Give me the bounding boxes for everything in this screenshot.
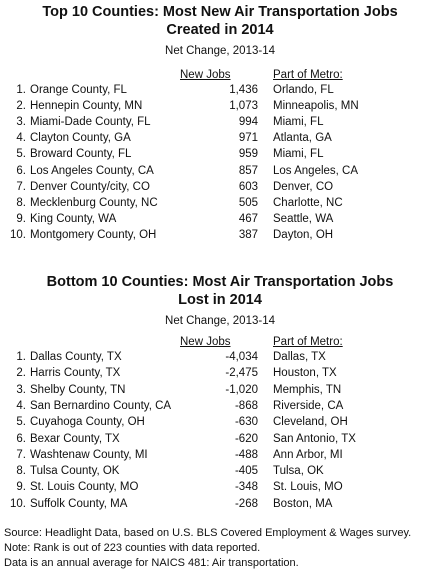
source-note: Source: Headlight Data, based on U.S. BLS Covered Employment & Wages survey.	[4, 527, 412, 539]
county-name: Mecklenburg County, NC	[30, 196, 158, 209]
metro-name: Miami, FL	[273, 148, 324, 161]
rank-number: 3.	[16, 383, 26, 396]
metro-name: Seattle, WA	[273, 212, 334, 225]
bottom-title-line2: Lost in 2014	[178, 292, 262, 308]
new-jobs-value: -268	[234, 497, 258, 510]
metro-name: Miami, FL	[273, 116, 324, 129]
rank-number: 7.	[16, 448, 26, 461]
new-jobs-value: 505	[238, 196, 258, 209]
table-row	[0, 212, 440, 227]
metro-name: Houston, TX	[273, 367, 337, 380]
metro-name: Boston, MA	[273, 497, 333, 510]
county-name: Orange County, FL	[30, 84, 127, 96]
rank-number: 2.	[16, 100, 26, 113]
rank-number: 8.	[16, 196, 26, 209]
rank-number: 2.	[16, 367, 26, 380]
new-jobs-value: -1,020	[225, 383, 258, 396]
rank-number: 9.	[16, 212, 26, 225]
top-subtitle: Net Change, 2013-14	[165, 45, 275, 57]
new-jobs-value: -405	[234, 465, 258, 478]
new-jobs-value: -4,034	[225, 351, 258, 363]
county-name: Montgomery County, OH	[30, 228, 157, 241]
bottom-title-line1: Bottom 10 Counties: Most Air Transportation Jobs	[46, 274, 394, 290]
rank-number: 6.	[16, 164, 26, 177]
table-row	[0, 350, 440, 365]
metro-name: St. Louis, MO	[273, 481, 343, 494]
county-name: Washtenaw County, MI	[30, 448, 148, 461]
table-row	[0, 115, 440, 130]
new-jobs-value: -868	[234, 399, 258, 412]
county-name: Denver County/city, CO	[30, 180, 150, 193]
top-title-line1: Top 10 Counties: Most New Air Transportation Jobs	[42, 4, 398, 20]
county-name: Dallas County, TX	[30, 351, 122, 363]
table-row	[0, 432, 440, 447]
new-jobs-value: -2,475	[225, 367, 258, 380]
county-name: Hennepin County, MN	[30, 100, 143, 113]
new-jobs-value: 603	[238, 180, 258, 193]
county-name: Tulsa County, OK	[30, 465, 120, 478]
top-col-metro: Part of Metro:	[273, 69, 343, 81]
new-jobs-value: -488	[234, 448, 258, 461]
metro-name: Charlotte, NC	[273, 196, 343, 209]
metro-name: Riverside, CA	[273, 399, 344, 412]
new-jobs-value: -630	[234, 416, 258, 429]
table-row	[0, 399, 440, 414]
new-jobs-value: 1,073	[229, 100, 258, 113]
rank-number: 1.	[16, 351, 26, 363]
table-row	[0, 147, 440, 162]
bottom-subtitle: Net Change, 2013-14	[165, 315, 275, 327]
rank-number: 1.	[16, 84, 26, 96]
top-title-line2: Created in 2014	[166, 22, 274, 38]
rank-number: 9.	[16, 481, 26, 494]
table-row	[0, 131, 440, 146]
county-name: St. Louis County, MO	[30, 481, 139, 494]
county-name: King County, WA	[30, 212, 117, 225]
metro-name: Memphis, TN	[273, 383, 342, 396]
metro-name: Ann Arbor, MI	[273, 448, 343, 461]
rank-note: Note: Rank is out of 223 counties with data reported.	[4, 542, 261, 554]
metro-name: Los Angeles, CA	[273, 164, 359, 177]
table-row	[0, 480, 440, 495]
county-name: Los Angeles County, CA	[30, 164, 154, 177]
metro-name: Orlando, FL	[273, 84, 334, 96]
county-name: Harris County, TX	[30, 367, 121, 380]
new-jobs-value: 467	[238, 212, 258, 225]
new-jobs-value: 971	[238, 132, 258, 145]
county-name: San Bernardino County, CA	[30, 399, 172, 412]
metro-name: San Antonio, TX	[273, 432, 356, 445]
county-name: Clayton County, GA	[30, 132, 131, 145]
county-name: Shelby County, TN	[30, 383, 126, 396]
top-col-new-jobs: New Jobs	[180, 69, 231, 81]
rank-number: 4.	[16, 399, 26, 412]
metro-name: Minneapolis, MN	[273, 100, 359, 113]
rank-number: 5.	[16, 148, 26, 161]
metro-name: Dayton, OH	[273, 228, 334, 241]
rank-number: 3.	[16, 116, 26, 129]
table-row	[0, 164, 440, 179]
table-row	[0, 383, 440, 398]
rank-number: 10.	[10, 228, 26, 241]
rank-number: 4.	[16, 132, 26, 145]
rank-number: 7.	[16, 180, 26, 193]
county-name: Broward County, FL	[30, 148, 132, 161]
new-jobs-value: 387	[238, 228, 258, 241]
new-jobs-value: 994	[238, 116, 258, 129]
metro-name: Atlanta, GA	[273, 132, 332, 145]
metro-name: Dallas, TX	[273, 351, 326, 363]
new-jobs-value: 1,436	[229, 84, 258, 96]
county-name: Miami-Dade County, FL	[30, 116, 151, 129]
new-jobs-value: -348	[234, 481, 258, 494]
metro-name: Cleveland, OH	[273, 416, 348, 429]
rank-number: 8.	[16, 465, 26, 478]
table-row	[0, 497, 440, 512]
table-row	[0, 464, 440, 479]
table-row	[0, 228, 440, 243]
new-jobs-value: -620	[234, 432, 258, 445]
bottom-col-metro: Part of Metro:	[273, 336, 343, 348]
table-row	[0, 448, 440, 463]
table-row	[0, 180, 440, 195]
rank-number: 10.	[10, 497, 26, 510]
metro-name: Tulsa, OK	[273, 465, 324, 478]
table-row	[0, 99, 440, 114]
rank-number: 6.	[16, 432, 26, 445]
table-row	[0, 366, 440, 381]
table-row	[0, 415, 440, 430]
naics-note: Data is an annual average for NAICS 481: Air transportation.	[4, 557, 299, 569]
table-row	[0, 83, 440, 98]
rank-number: 5.	[16, 416, 26, 429]
county-name: Bexar County, TX	[30, 432, 120, 445]
bottom-col-new-jobs: New Jobs	[180, 336, 231, 348]
new-jobs-value: 959	[238, 148, 258, 161]
table-row	[0, 196, 440, 211]
new-jobs-value: 857	[238, 164, 258, 177]
county-name: Cuyahoga County, OH	[30, 416, 145, 429]
metro-name: Denver, CO	[273, 180, 334, 193]
county-name: Suffolk County, MA	[30, 497, 128, 510]
